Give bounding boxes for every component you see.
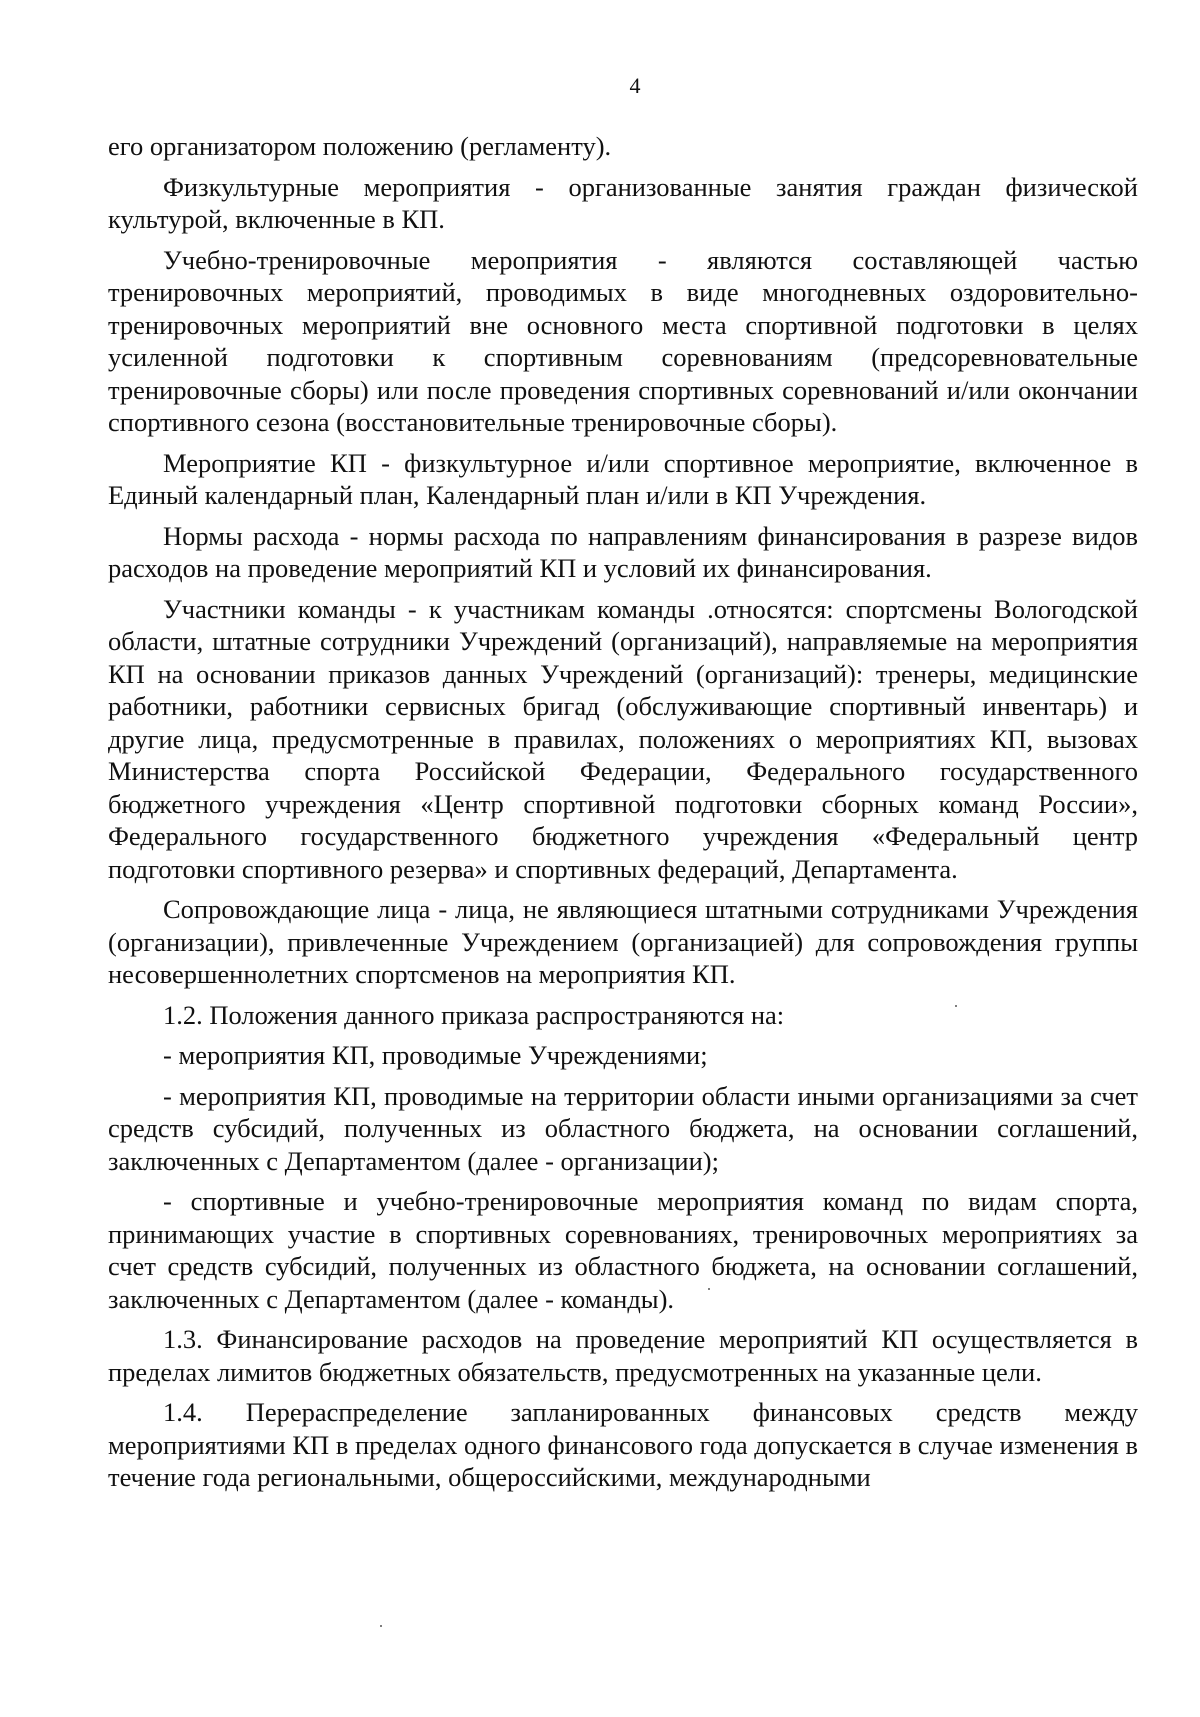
list-item-teams: - спортивные и учебно-тренировочные мероприятия команд по видам спорта, принимающих участие в спортивных соревнованиях, тренировочных мероприятиях за счет средств субсидий, полученных из областного бюджета, на основании соглашений, заключенных с Департаментом (далее - команды). [108,1186,1138,1314]
scan-speck [955,1005,957,1007]
paragraph-continuation: его организатором положению (регламенту). [108,131,612,161]
paragraph-1-4: 1.4. Перераспределение запланированных финансовых средств между мероприятиями КП в пределах одного финансового года допускается в случае изменения в течение года региональными, общероссийскими, международными [108,1397,1138,1492]
paragraph-definition-norms: Нормы расхода - нормы расхода по направлениям финансирования в разрезе видов расходов на проведение мероприятий КП и условий их финансирования. [108,520,1138,583]
scan-speck [708,1288,710,1290]
document-body [108,130,1138,1502]
paragraph-1-2: 1.2. Положения данного приказа распространяются на: [163,999,785,1030]
paragraph-definition-team-members: Участники команды - к участникам команды .относятся: спортсмены Вологодской области, штатные сотрудники Учреждений (организаций), направляемые на мероприятия КП на основании приказов данных Учреждений (организаций): тренеры, медицинские работники, работники сервисных бригад (обслуживающие спортивный инвентарь) и другие лица, предусмотренные в правилах, положениях о мероприятиях КП, вызовах Министерства спорта Российской Федерации, Федерального государственного бюджетного учреждения «Центр спортивной подготовки сборных команд России», Федерального государственного бюджетного учреждения «Федеральный центр подготовки спортивного резерва» и спортивных федераций, Департамента. [108,593,1138,884]
list-item-organizations: - мероприятия КП, проводимые на территории области иными организациями за счет средств субсидий, полученных из областного бюджета, на основании соглашений, заключенных с Департаментом (далее - организации); [108,1080,1138,1176]
paragraph-definition-kp-event: Мероприятие КП - физкультурное и/или спортивное мероприятие, включенное в Единый календарный план, Календарный план и/или в КП Учреждения. [108,447,1138,510]
page-number: 4 [629,73,641,98]
paragraph-definition-escorts: Сопровождающие лица - лица, не являющиеся штатными сотрудниками Учреждения (организации), привлеченные Учреждением (организацией) для сопровождения группы несовершеннолетних спортсменов на мероприятия КП. [108,894,1138,989]
list-item-institutions: - мероприятия КП, проводимые Учреждениями; [163,1040,708,1070]
paragraph-definition-sport-events: Физкультурные мероприятия - организованные занятия граждан физической культурой, включенные в КП. [108,171,1138,234]
paragraph-1-3: 1.3. Финансирование расходов на проведение мероприятий КП осуществляется в пределах лимитов бюджетных обязательств, предусмотренных на указанные цели. [108,1324,1138,1387]
paragraph-definition-training-events: Учебно-тренировочные мероприятия - являются составляющей частью тренировочных мероприятий, проводимых в виде многодневных оздоровительно-тренировочных мероприятий вне основного места спортивной подготовки в целях усиленной подготовки к спортивным соревнованиям (предсоревновательные тренировочные сборы) или после проведения спортивных соревнований и/или окончании спортивного сезона (восстановительные тренировочные сборы). [108,244,1138,437]
scan-speck [380,1625,382,1627]
